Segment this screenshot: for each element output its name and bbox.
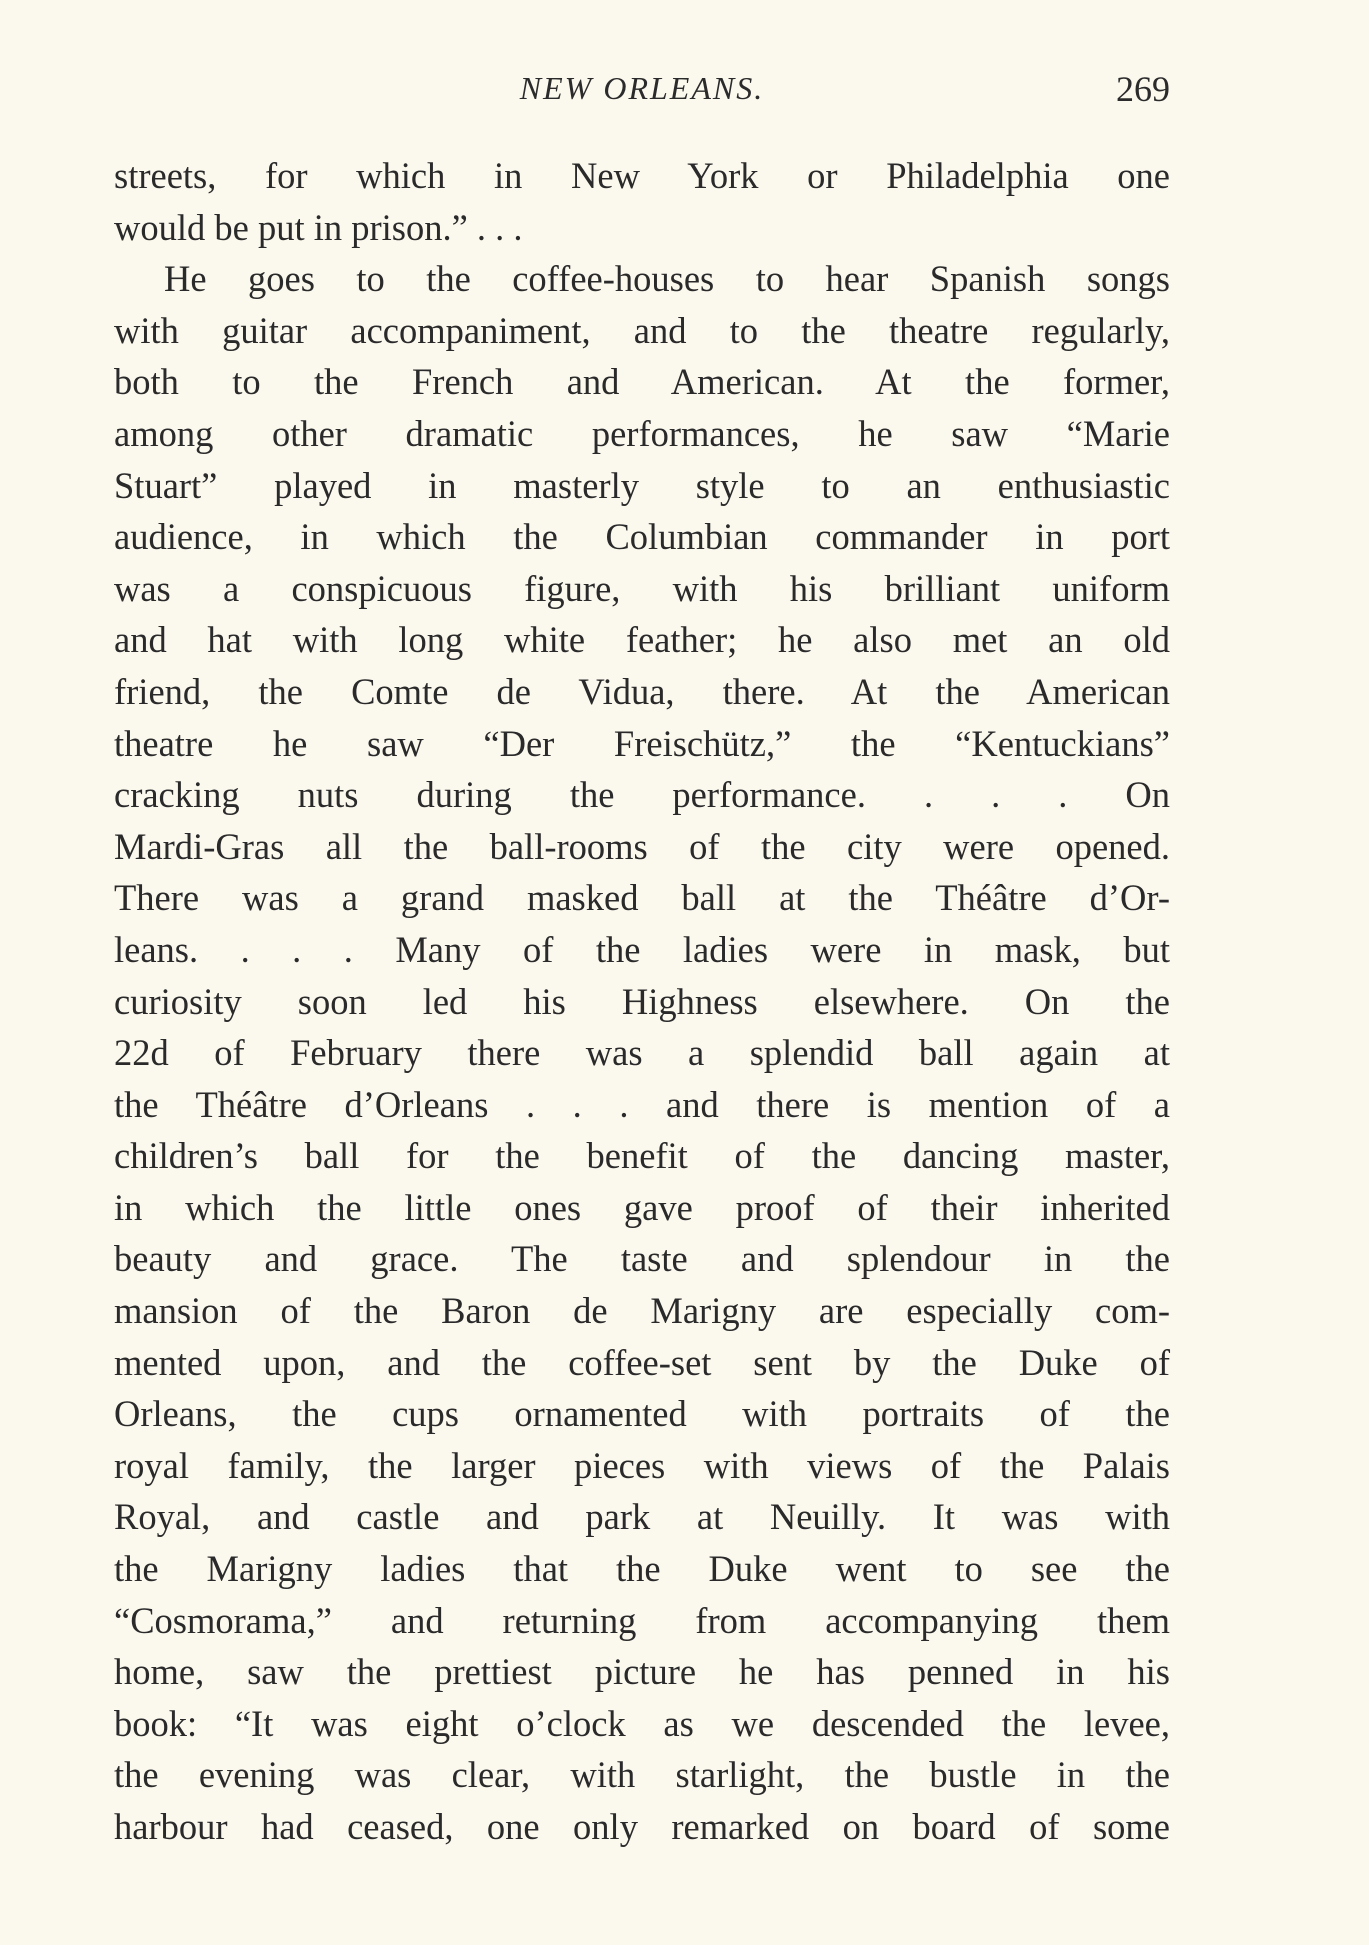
text-line: children’s ball for the benefit of the dancing master, <box>114 1135 1170 1177</box>
text-line: 22d of February there was a splendid ball again at <box>114 1032 1170 1074</box>
text-line: the Théâtre d’Orleans . . . and there is mention of a <box>114 1083 1170 1125</box>
running-head <box>114 70 1170 120</box>
text-line: would be put in prison.” . . . <box>114 206 523 248</box>
text-line: the evening was clear, with starlight, the bustle in the <box>114 1754 1170 1796</box>
text-line: Mardi-Gras all the ball-rooms of the city were opened. <box>114 825 1170 867</box>
text-line: “Cosmorama,” and returning from accompanying them <box>114 1599 1170 1641</box>
text-line: the Marigny ladies that the Duke went to see the <box>114 1548 1170 1590</box>
running-head-title: NEW ORLEANS. <box>519 70 765 106</box>
text-line: book: “It was eight o’clock as we descended the levee, <box>114 1702 1170 1744</box>
text-line: mansion of the Baron de Marigny are especially com- <box>114 1290 1170 1332</box>
text-line: beauty and grace. The taste and splendour in the <box>114 1238 1170 1280</box>
text-line: Royal, and castle and park at Neuilly. It was with <box>114 1496 1170 1538</box>
text-line: There was a grand masked ball at the Théâtre d’Or- <box>114 877 1170 919</box>
text-line: Stuart” played in masterly style to an enthusiastic <box>114 464 1170 506</box>
text-line: was a conspicuous figure, with his brilliant uniform <box>114 567 1170 609</box>
text-line: both to the French and American. At the former, <box>114 361 1170 403</box>
text-line: cracking nuts during the performance. . . . On <box>114 774 1170 816</box>
text-line: streets, for which in New York or Philadelphia one <box>114 155 1170 196</box>
text-line: He goes to the coffee-houses to hear Spanish songs <box>164 258 1170 300</box>
body-text <box>114 150 1170 1853</box>
text-line: in which the little ones gave proof of their inherited <box>114 1186 1170 1228</box>
text-line: Orleans, the cups ornamented with portraits of the <box>114 1393 1170 1435</box>
text-line: friend, the Comte de Vidua, there. At the American <box>114 670 1170 712</box>
text-line: leans. . . . Many of the ladies were in mask, but <box>114 928 1170 970</box>
text-line: home, saw the prettiest picture he has penned in his <box>114 1651 1170 1693</box>
text-line: among other dramatic performances, he saw “Marie <box>114 412 1170 454</box>
text-line: theatre he saw “Der Freischütz,” the “Kentuckians” <box>114 722 1170 764</box>
text-line: with guitar accompaniment, and to the theatre regularly, <box>114 309 1170 351</box>
text-line: harbour had ceased, one only remarked on board of some <box>114 1806 1170 1847</box>
text-line: mented upon, and the coffee-set sent by the Duke of <box>114 1341 1170 1383</box>
text-line: curiosity soon led his Highness elsewhere. On the <box>114 980 1170 1022</box>
text-line: royal family, the larger pieces with views of the Palais <box>114 1444 1170 1486</box>
text-line: and hat with long white feather; he also met an old <box>114 619 1170 661</box>
text-line: audience, in which the Columbian commander in port <box>114 516 1170 558</box>
page-number: 269 <box>1116 69 1170 109</box>
